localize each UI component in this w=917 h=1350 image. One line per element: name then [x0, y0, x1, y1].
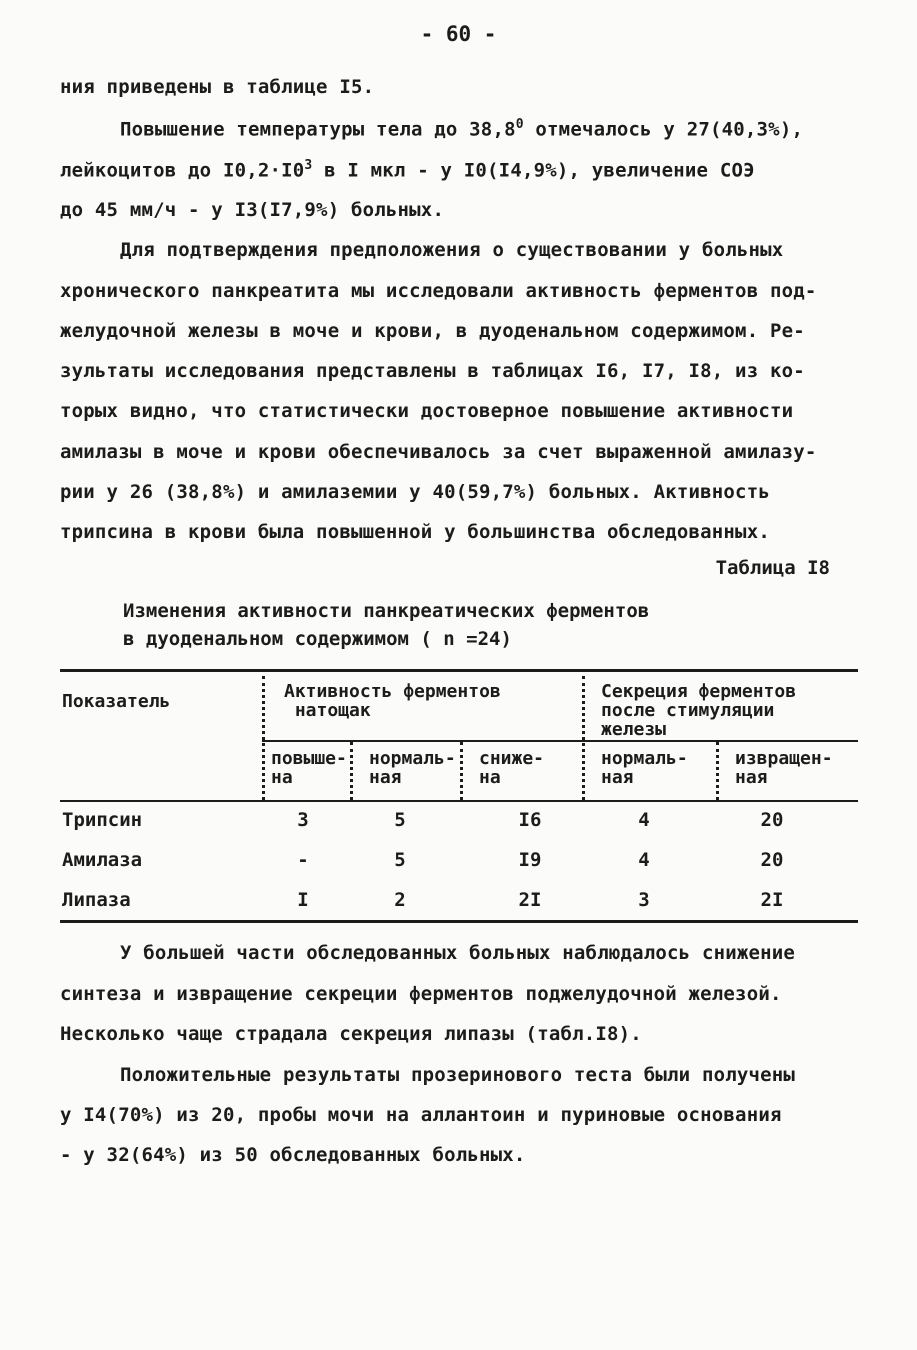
column-divider — [582, 676, 585, 800]
text-line: лейкоцитов до $I0,2\cdot I0^3$ в I мкл - у I0(I4,9%), увеличение СОЭ — [60, 158, 755, 182]
table-row-name: Липаза — [62, 889, 131, 911]
table-cell: 5 — [394, 809, 406, 831]
table-cell: 2I — [518, 889, 542, 911]
table-caption: Изменения активности панкреатических ферментов — [123, 600, 650, 622]
subheader-secretion-normal: нормаль- ная — [601, 748, 688, 788]
table-label: Таблица I8 — [715, 557, 830, 579]
text-line: до 45 мм/ч - у I3(I7,9%) больных. — [60, 199, 445, 221]
table-cell: 20 — [760, 849, 784, 871]
table-row-name: Трипсин — [62, 809, 143, 831]
text-line: Положительные результаты прозеринового теста были получены — [120, 1064, 796, 1086]
table-cell: 4 — [638, 849, 650, 871]
table-cell: 5 — [394, 849, 406, 871]
table-cell: I6 — [518, 809, 542, 831]
table-cell: I9 — [518, 849, 542, 871]
subheader-secretion-perverted: извращен- ная — [735, 748, 833, 788]
column-divider — [716, 742, 719, 800]
column-divider — [460, 742, 463, 800]
text-line: синтеза и извращение секреции ферментов поджелудочной железой. — [60, 983, 782, 1005]
text-line: торых видно, что статистически достоверное повышение активности — [60, 400, 794, 422]
text-line: амилазы в моче и крови обеспечивалось за счет выраженной амилазу- — [60, 441, 817, 463]
column-divider — [262, 676, 265, 800]
header-group-secretion: Секреция ферментов после стимуляции железы — [601, 681, 797, 740]
text-line: Несколько чаще страдала секреция липазы (табл.I8). — [60, 1023, 642, 1045]
table-caption: в дуоденальном содержимом ( n =24) — [123, 628, 512, 650]
table-cell: 3 — [638, 889, 650, 911]
subheader-normal: нормаль- ная — [369, 748, 456, 788]
text-line: ния приведены в таблице I5. — [60, 76, 375, 98]
column-divider — [350, 742, 353, 800]
header-indicator: Показатель — [62, 691, 171, 712]
text-line: - у 32(64%) из 50 обследованных больных. — [60, 1144, 526, 1166]
table-top-rule — [60, 669, 858, 672]
text-line: у I4(70%) из 20, пробы мочи на аллантоин и пуриновые основания — [60, 1104, 782, 1126]
subheader-increased: повыше- на — [271, 748, 347, 788]
text-line: У большей части обследованных больных наблюдалось снижение — [120, 942, 796, 964]
header-bottom-rule — [60, 800, 858, 802]
page-number: - 60 - — [420, 22, 497, 46]
text-line: Для подтверждения предположения о существовании у больных — [120, 239, 784, 261]
table-row-name: Амилаза — [62, 849, 143, 871]
table-cell: 20 — [760, 809, 784, 831]
text-line: хронического панкреатита мы исследовали активность ферментов под- — [60, 280, 817, 302]
table-cell: 2I — [760, 889, 784, 911]
text-line: желудочной железы в моче и крови, в дуоденальном содержимом. Ре- — [60, 320, 805, 342]
table-cell: - — [297, 849, 309, 871]
table-cell: I — [297, 889, 309, 911]
subheader-decreased: сниже- на — [479, 748, 545, 788]
table-cell: 4 — [638, 809, 650, 831]
text-line: рии у 26 (38,8%) и амилаземии у 40(59,7%) больных. Активность — [60, 481, 770, 503]
text-line: трипсина в крови была повышенной у большинства обследованных. — [60, 521, 770, 543]
text-line: зультаты исследования представлены в таблицах I6, I7, I8, из ко- — [60, 360, 805, 382]
table-bottom-rule — [60, 920, 858, 923]
text-line: Повышение температуры тела до 38,8$^0$ отмечалось у 27(40,3%), — [120, 117, 804, 141]
table-cell: 2 — [394, 889, 406, 911]
table-cell: 3 — [297, 809, 309, 831]
header-group-fasting: Активность ферментов натощак — [284, 681, 501, 721]
